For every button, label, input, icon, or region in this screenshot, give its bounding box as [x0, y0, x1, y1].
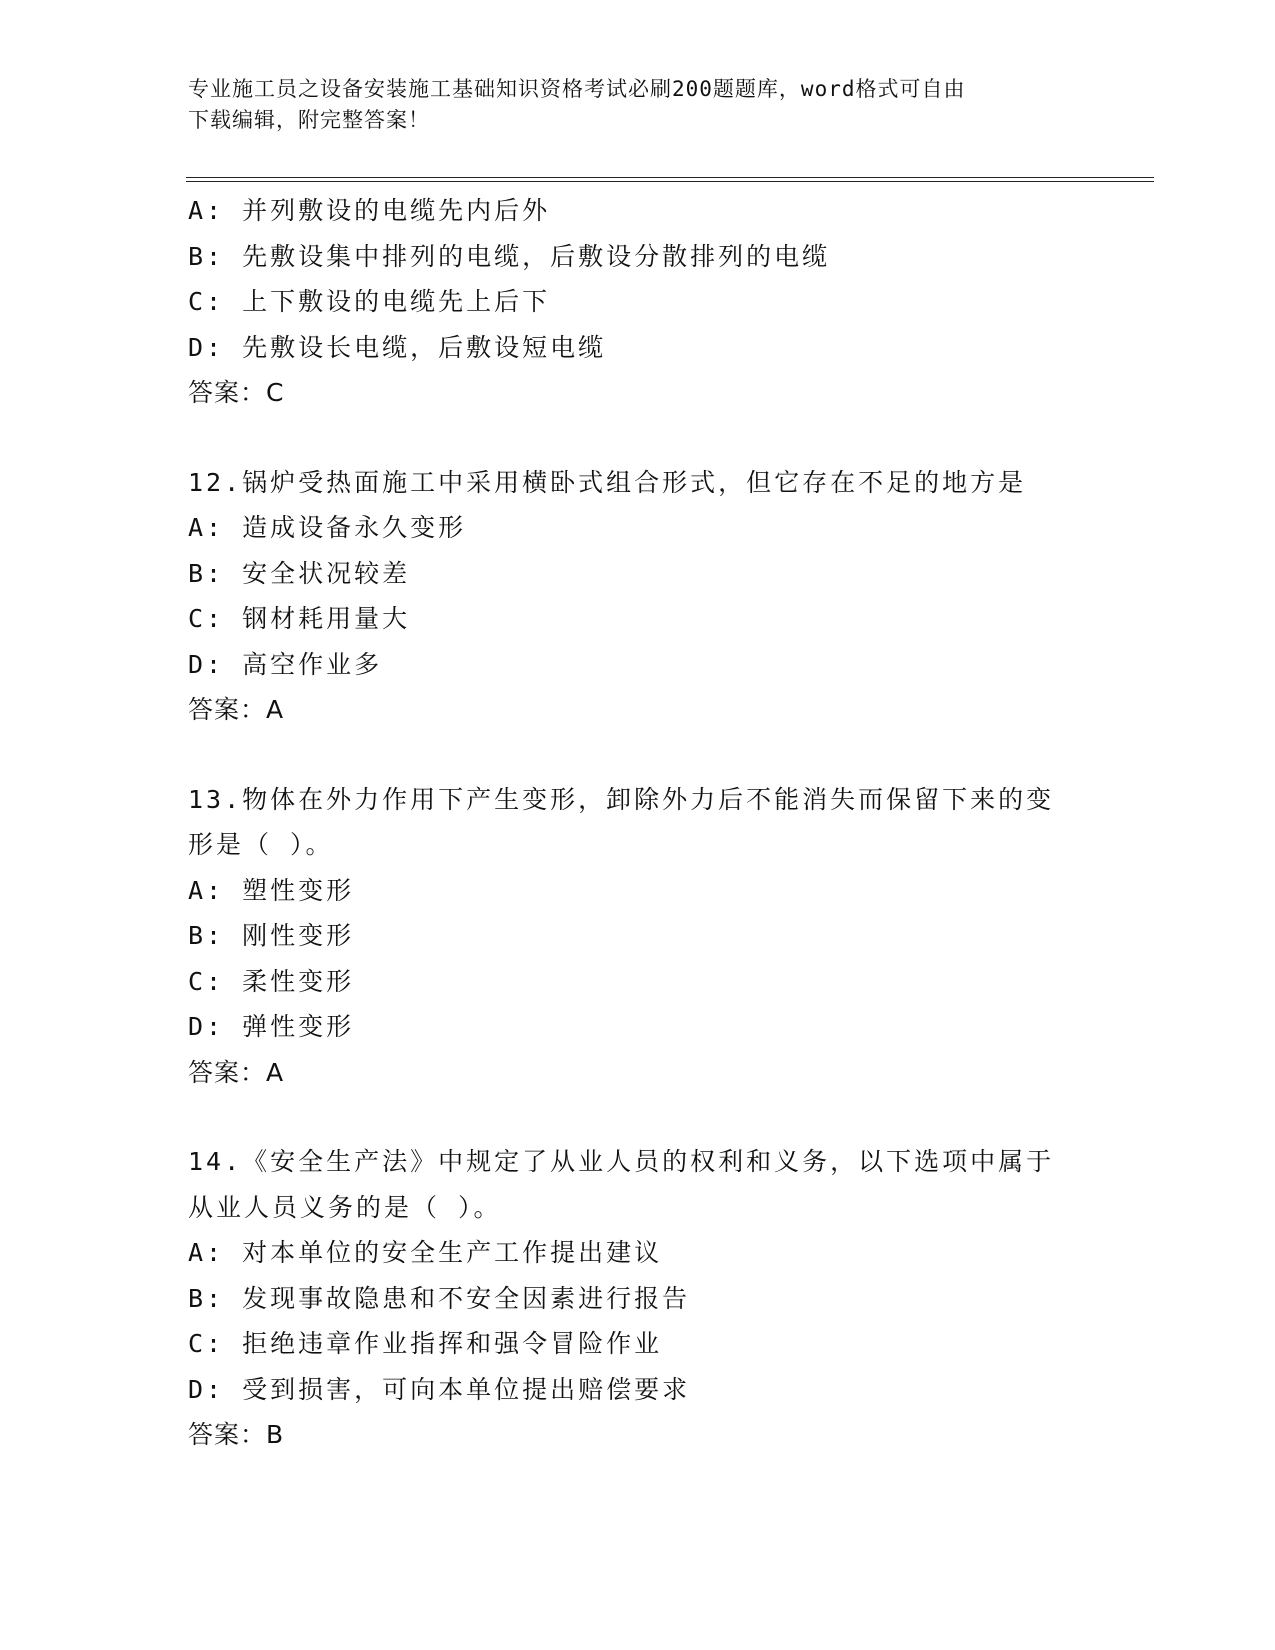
spacer — [188, 416, 1088, 460]
option-a: A: 并列敷设的电缆先内后外 — [188, 196, 551, 225]
answer-line: 答案：C — [188, 378, 285, 407]
header-line-2: 下载编辑，附完整答案！ — [188, 108, 430, 132]
question-stem: 13.物体在外力作用下产生变形，卸除外力后不能消失而保留下来的变 — [188, 784, 1055, 814]
option-a: A: 对本单位的安全生产工作提出建议 — [188, 1238, 663, 1267]
question-13 — [188, 777, 1088, 1096]
question-stem: 14.《安全生产法》中规定了从业人员的权利和义务，以下选项中属于 — [188, 1147, 1055, 1176]
question-11 — [188, 188, 1088, 416]
option-d: D: 弹性变形 — [188, 1012, 355, 1041]
option-b: B: 刚性变形 — [188, 921, 355, 950]
document-header — [188, 74, 1068, 136]
option-c: C: 拒绝违章作业指挥和强令冒险作业 — [188, 1329, 663, 1358]
header-divider-bottom — [186, 181, 1154, 182]
option-a: A: 塑性变形 — [188, 875, 355, 905]
question-stem-continued: 形是（ ）。 — [188, 830, 334, 859]
spacer — [188, 1095, 1088, 1139]
option-b: B: 先敷设集中排列的电缆，后敷设分散排列的电缆 — [188, 241, 831, 271]
question-12 — [188, 460, 1088, 733]
question-14 — [188, 1139, 1088, 1458]
option-c: C: 钢材耗用量大 — [188, 604, 411, 633]
option-d: D: 先敷设长电缆，后敷设短电缆 — [188, 332, 607, 362]
question-stem: 12.锅炉受热面施工中采用横卧式组合形式，但它存在不足的地方是 — [188, 467, 1027, 497]
option-a: A: 造成设备永久变形 — [188, 513, 467, 542]
question-list — [188, 188, 1088, 1458]
option-d: D: 受到损害，可向本单位提出赔偿要求 — [188, 1374, 691, 1404]
question-stem-continued: 从业人员义务的是（ ）。 — [188, 1192, 502, 1222]
option-c: C: 柔性变形 — [188, 966, 355, 996]
option-b: B: 安全状况较差 — [188, 558, 411, 588]
answer-line: 答案：B — [188, 1420, 285, 1449]
header-divider-top — [186, 177, 1154, 178]
spacer — [188, 733, 1088, 777]
answer-line: 答案：A — [188, 695, 285, 724]
header-line-1: 专业施工员之设备安装施工基础知识资格考试必刷200题题库，word格式可自由 — [188, 77, 966, 101]
option-d: D: 高空作业多 — [188, 649, 383, 679]
option-c: C: 上下敷设的电缆先上后下 — [188, 287, 551, 316]
option-b: B: 发现事故隐患和不安全因素进行报告 — [188, 1283, 691, 1313]
answer-line: 答案：A — [188, 1057, 285, 1087]
